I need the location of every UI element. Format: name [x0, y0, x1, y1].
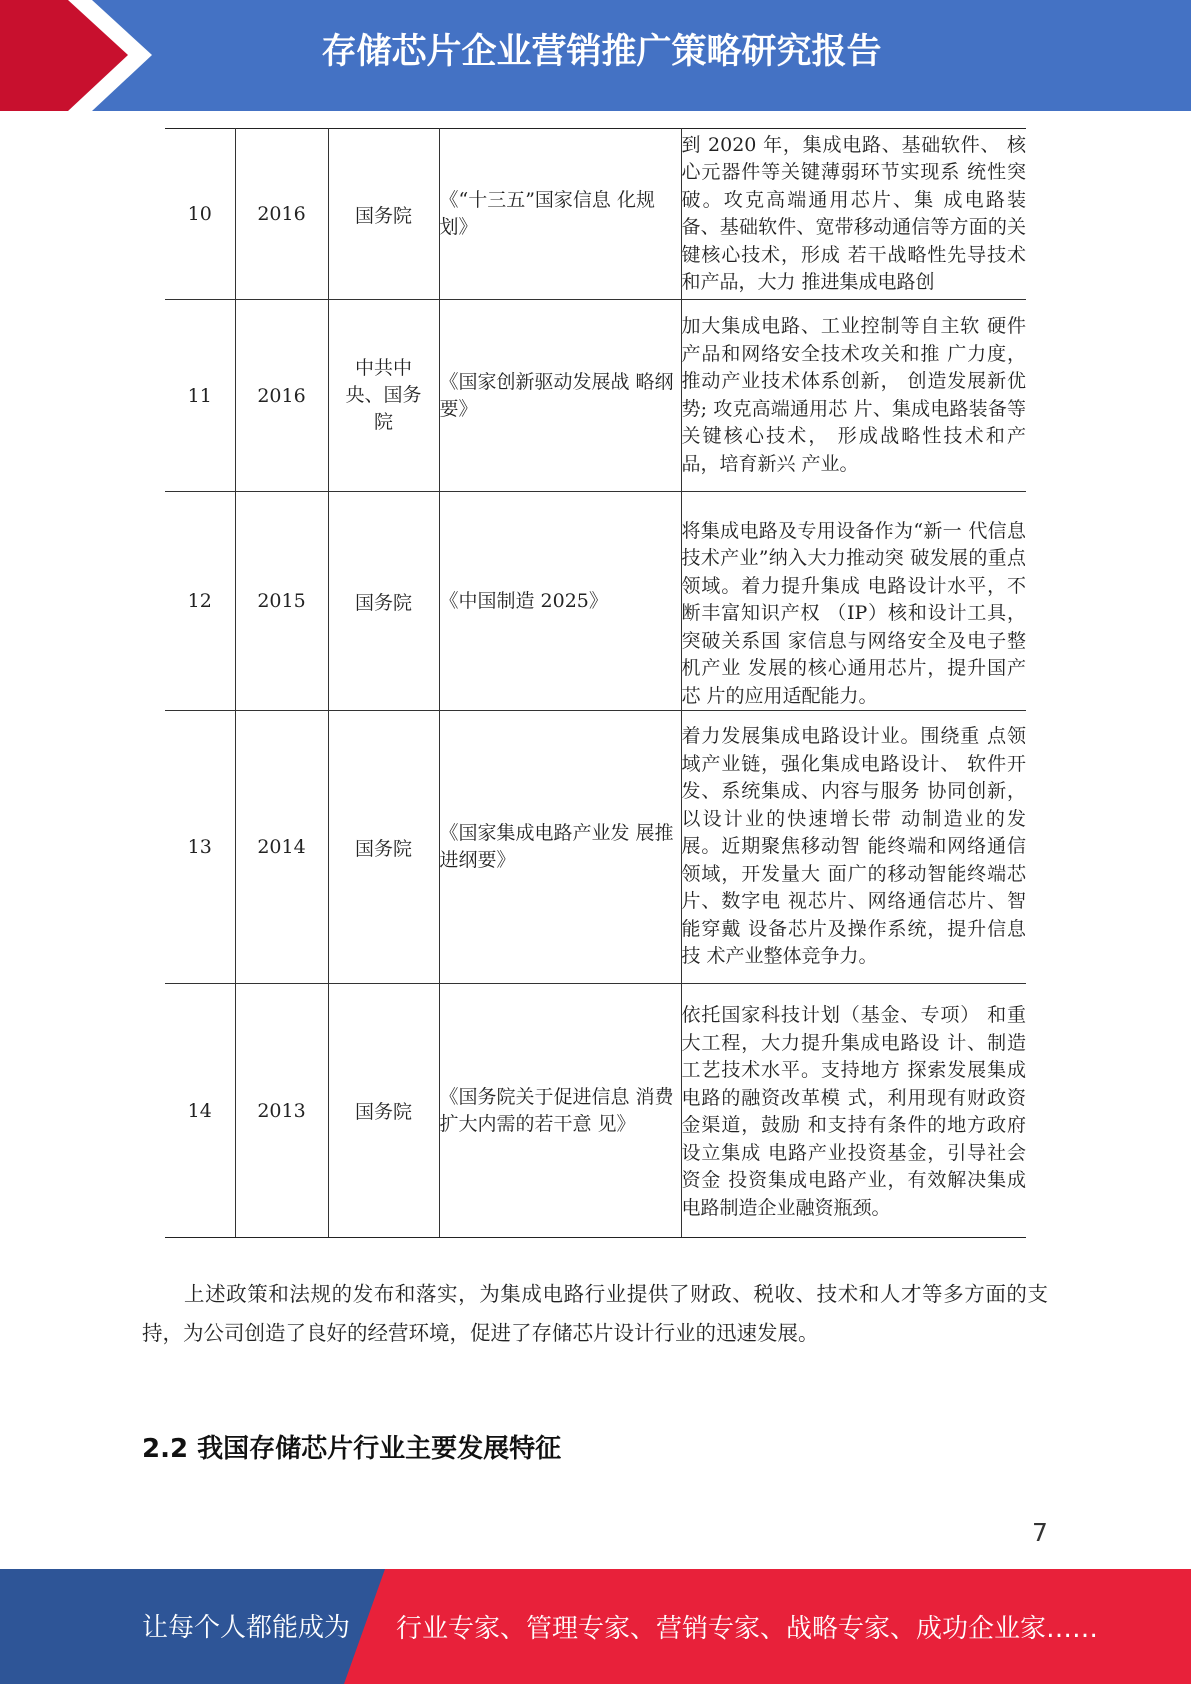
page-number: 7	[1032, 1518, 1048, 1547]
row-policy-name: 《中国制造 2025》	[439, 492, 681, 711]
row-issuer: 国务院	[328, 129, 439, 300]
row-year: 2016	[235, 129, 328, 300]
row-issuer: 国务院	[328, 492, 439, 711]
row-policy-content: 将集成电路及专用设备作为“新一 代信息技术产业”纳入大力推动突 破发展的重点领域。着力提升集成 电路设计水平，不断丰富知识产权 （IP）核和设计工具，突破关系国 家信息与网络安全及电子整机产业 发展的核心通用芯片，提升国产芯 片的应用适配能力。	[681, 492, 1026, 711]
row-policy-content: 加大集成电路、工业控制等自主软 硬件产品和网络安全技术攻关和推 广力度，推动产业技术体系创新， 创造发展新优势; 攻克高端通用芯 片、集成电路装备等关键核心技术， 形成战略性技术和产品，培育新兴 产业。	[681, 300, 1026, 492]
table-row	[165, 300, 1026, 492]
row-policy-content: 依托国家科技计划（基金、专项） 和重大工程，大力提升集成电路设 计、制造工艺技术水平。支持地方 探索发展集成电路的融资改革模 式，利用现有财政资金渠道，鼓励 和支持有条件的地方政府设立集成 电路产业投资基金，引导社会资金 投资集成电路产业，有效解决集成 电路制造企业融资瓶颈。	[681, 984, 1026, 1238]
row-year: 2014	[235, 711, 328, 984]
section-heading: 2.2 我国存储芯片行业主要发展特征	[142, 1434, 562, 1464]
row-year: 2016	[235, 300, 328, 492]
summary-paragraph: 上述政策和法规的发布和落实，为集成电路行业提供了财政、税收、技术和人才等多方面的支持，为公司创造了良好的经营环境，促进了存储芯片设计行业的迅速发展。	[142, 1282, 1048, 1345]
row-number: 14	[165, 984, 235, 1238]
row-policy-name: 《国家集成电路产业发 展推进纲要》	[439, 711, 681, 984]
row-policy-content: 着力发展集成电路设计业。围绕重 点领域产业链，强化集成电路设计、 软件开发、系统集成、内容与服务 协同创新，以设计业的快速增长带 动制造业的发展。近期聚焦移动智 能终端和网络通信领域，开发量大 面广的移动智能终端芯片、数字电 视芯片、网络通信芯片、智能穿戴 设备芯片及操作系统，提升信息技 术产业整体竞争力。	[681, 711, 1026, 984]
row-number: 12	[165, 492, 235, 711]
table-row	[165, 711, 1026, 984]
table-row	[165, 984, 1026, 1238]
row-number: 13	[165, 711, 235, 984]
table-row	[165, 492, 1026, 711]
footer-slogan-right: 行业专家、管理专家、营销专家、战略专家、成功企业家……	[396, 1614, 1099, 1644]
page-footer	[0, 1569, 1191, 1684]
row-issuer: 国务院	[328, 984, 439, 1238]
row-year: 2013	[235, 984, 328, 1238]
row-policy-name: 《“十三五”国家信息 化规划》	[439, 129, 681, 300]
report-title: 存储芯片企业营销推广策略研究报告	[321, 32, 882, 72]
row-policy-name: 《国务院关于促进信息 消费扩大内需的若干意 见》	[439, 984, 681, 1238]
row-number: 10	[165, 129, 235, 300]
row-policy-name: 《国家创新驱动发展战 略纲要》	[439, 300, 681, 492]
policy-table	[165, 128, 1026, 1238]
footer-slogan-left: 让每个人都能成为	[142, 1613, 351, 1643]
row-policy-content: 到 2020 年，集成电路、基础软件、 核心元器件等关键薄弱环节实现系 统性突破。攻克高端通用芯片、集 成电路装备、基础软件、宽带移动通信等方面的关键核心技术，形成 若干战略性先导技术和产品，大力 推进集成电路创	[681, 129, 1026, 300]
row-number: 11	[165, 300, 235, 492]
row-issuer: 中共中央、国务院	[328, 300, 439, 492]
row-year: 2015	[235, 492, 328, 711]
page-header	[0, 0, 1191, 111]
table-row	[165, 129, 1026, 300]
row-issuer: 国务院	[328, 711, 439, 984]
